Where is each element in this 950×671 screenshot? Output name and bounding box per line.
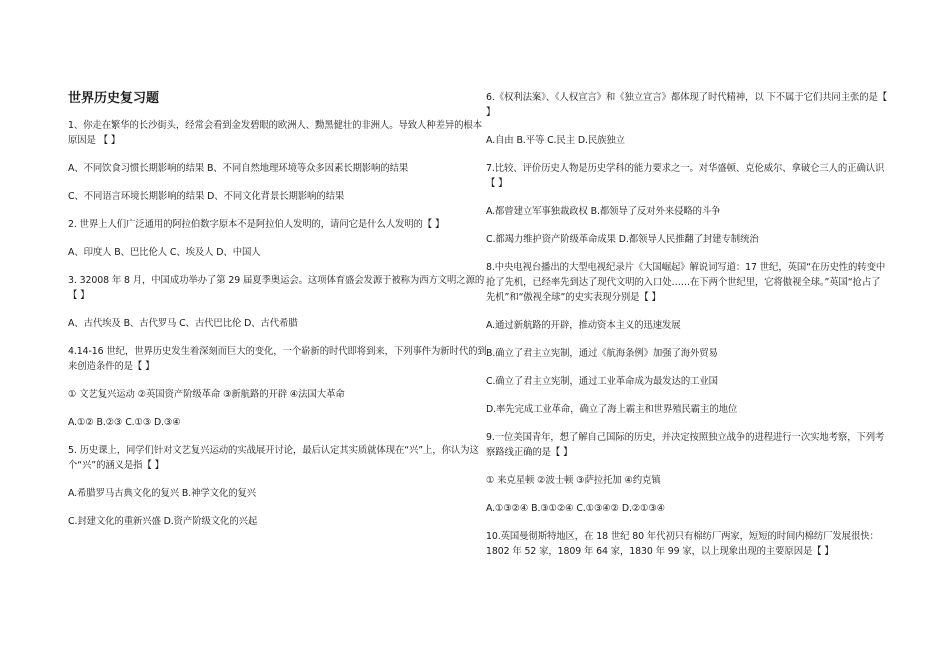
question-8-stem: 8.中央电视台播出的大型电视纪录片《大国崛起》解说词写道：17 世纪，英国“在历史性的转变中抢了先机，已经率先到达了现代文明的入口处……在下两个世纪里，它将傲视全球。”英国“抢占了先机”和“傲视全球”的史实表现分别是【 】 xyxy=(486,262,886,303)
page-title: 世界历史复习题 xyxy=(68,91,160,106)
question-5-options-cd: C.封建文化的重新兴盛 D.资产阶级文化的兴起 xyxy=(68,516,258,527)
question-1-stem: 1、你走在繁华的长沙街头，经常会看到金发碧眼的欧洲人、黝黑健壮的非洲人。导致人种差异的根本原因是 【 】 xyxy=(68,120,482,146)
question-8-option-b: B.确立了君主立宪制，通过《航海条例》加强了海外贸易 xyxy=(486,348,718,359)
question-10-stem: 10.英国曼彻斯特地区，在 18 世纪 80 年代初只有棉纺厂两家，短短的时间内棉纺厂发展很快：1802 年 52 家，1809 年 64 家，1830 年 99 家，以上现象出现的主要原因是【 】 xyxy=(486,531,879,557)
question-9-stem: 9.一位美国青年，想了解自己国际的历史，并决定按照独立战争的进程进行一次实地考察，下列考察路线正确的是【 】 xyxy=(486,432,885,458)
question-6-stem: 6.《权利法案》、《人权宣言》和《独立宣言》都体现了时代精神，以 下不属于它们共同主张的是【 】 xyxy=(486,92,888,118)
question-8-option-a: A.通过新航路的开辟，推动资本主义的迅速发展 xyxy=(486,320,681,331)
question-3-options: A、古代埃及 B、古代罗马 C、古代巴比伦 D、古代希腊 xyxy=(68,318,298,329)
right-column xyxy=(486,90,888,572)
question-5-options-ab: A.希腊罗马古典文化的复兴 B.神学文化的复兴 xyxy=(68,488,257,499)
question-5-stem: 5. 历史课上，同学们针对文艺复兴运动的实战展开讨论，最后认定其实质就体现在“兴”上，你认为这个“兴”的涵义是指【 】 xyxy=(68,445,479,471)
question-3-stem: 3. 32008 年 8 月，中国成功举办了第 29 届夏季奥运会。这项体育盛会发源于被称为西方文明之源的【 】 xyxy=(68,275,485,301)
question-7-options-ab: A.都曾建立军事独裁政权 B.都领导了反对外来侵略的斗争 xyxy=(486,206,721,217)
question-1-options-cd: C、不同语言环境长期影响的结果 D、不同文化背景长期影响的结果 xyxy=(68,191,345,202)
question-2-options: A、印度人 B、巴比伦人 C、埃及人 D、中国人 xyxy=(68,247,261,258)
question-2-stem: 2. 世界上人们广泛通用的阿拉伯数字原本不是阿拉伯人发明的，请问它是什么人发明的【 】 xyxy=(68,219,445,230)
question-7-stem: 7.比较、评价历史人物是历史学科的能力要求之一。对华盛顿、克伦威尔、拿破仑三人的正确认识【 】 xyxy=(486,163,885,189)
question-9-items: ① 来克星顿 ②波士顿 ③萨拉托加 ④约克镇 xyxy=(486,475,661,486)
question-8-option-d: D.率先完成工业革命，确立了海上霸主和世界殖民霸主的地位 xyxy=(486,404,738,415)
question-1-options-ab: A、不同饮食习惯长期影响的结果 B、不同自然地理环境等众多因素长期影响的结果 xyxy=(68,163,409,174)
question-4-options: A.①② B.②③ C.①③ D.③④ xyxy=(68,417,181,428)
question-4-items: ① 文艺复兴运动 ②英国资产阶级革命 ③新航路的开辟 ④法国大革命 xyxy=(68,389,345,400)
question-8-option-c: C.确立了君主立宪制，通过工业革命成为最发达的工业国 xyxy=(486,376,718,387)
question-6-options: A.自由 B.平等 C.民主 D.民族独立 xyxy=(486,135,625,146)
question-4-stem: 4.14-16 世纪，世界历史发生着深刻而巨大的变化，一个崭新的时代即将到来，下列事件为新时代的到来创造条件的是【 】 xyxy=(68,346,487,372)
left-column xyxy=(68,90,488,542)
question-9-options: A.①③②④ B.③①②④ C.①③④② D.②①③④ xyxy=(486,503,666,514)
question-7-options-cd: C.都竭力维护资产阶级革命成果 D.都领导人民推翻了封建专制统治 xyxy=(486,234,759,245)
